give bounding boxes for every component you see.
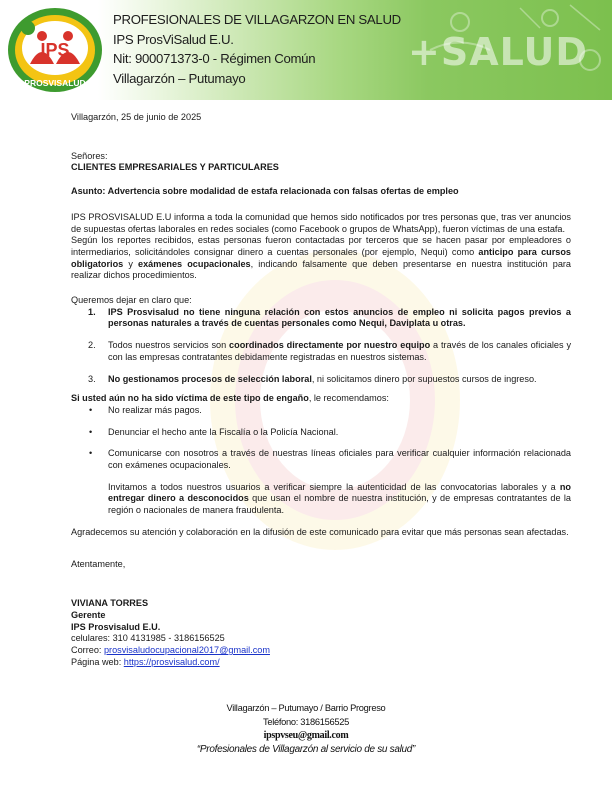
- logo-ips-text: IPS: [40, 40, 70, 60]
- header-line-org: PROFESIONALES DE VILLAGARZON EN SALUD: [113, 12, 401, 27]
- numbered-list: [71, 307, 571, 386]
- list-item: 2. Todos nuestros servicios son coordinados directamente por nuestro equipo a través de los canales oficiales y con las empresas contratantes debidamente registradas en nuestros sistemas.: [88, 340, 572, 362]
- recipient: CLIENTES EMPRESARIALES Y PARTICULARES: [71, 162, 279, 173]
- logo-ring-text: PROSVISALUD: [24, 78, 86, 88]
- header-info: [113, 10, 401, 88]
- header-line-location: Villagarzón – Putumayo: [113, 70, 246, 86]
- signer-org: IPS Prosvisalud E.U.: [71, 621, 161, 632]
- reports-paragraph: Según los reportes recibidos, estas personas fueron contactadas por terceros que se hacen pasar por empleadores o intermediarios, solicitándoles consignar dinero a cuentas personales (por ejemplo, Nequi) como anticipo para cursos obligatorios y exámenes ocupacionales, indicando falsamente que deben presentarse en nuestra institución para realizar dichos procedimientos.: [71, 235, 572, 281]
- footer: [0, 701, 612, 757]
- banner-salud-word: +SALUD: [408, 30, 588, 74]
- bullet-list: [71, 405, 571, 472]
- signer-phones: celulares: 310 4131985 - 3186156525: [71, 633, 225, 644]
- signature-block: [71, 598, 571, 668]
- header-line-company: IPS ProsViSalud E.U.: [113, 31, 234, 47]
- footer-address: Villagarzón – Putumayo / Barrio Progreso: [226, 703, 386, 713]
- email-link[interactable]: prosvisaludocupacional2017@gmail.com: [103, 645, 270, 656]
- footer-slogan: “Profesionales de Villagarzón al servicio de su salud”: [196, 744, 416, 755]
- letter-body: [71, 112, 571, 669]
- list-item: 3. No gestionamos procesos de selección laboral, ni solicitamos dinero por supuestos cursos de ingreso.: [88, 373, 537, 384]
- signer-role: Gerente: [71, 609, 106, 620]
- advice-line: Si usted aún no ha sido víctima de este tipo de engaño, le recomendamos:: [71, 393, 389, 404]
- signer-email-line: Correo: prosvisaludocupacional2017@gmail.com: [71, 645, 270, 656]
- footer-phone: Teléfono: 3186156525: [262, 717, 350, 727]
- salutation: Señores:: [71, 150, 108, 161]
- website-link[interactable]: https://prosvisalud.com/: [123, 656, 220, 667]
- subject: Asunto: Advertencia sobre modalidad de estafa relacionada con falsas ofertas de empleo: [71, 186, 459, 197]
- intro-paragraph: IPS PROSVISALUD E.U informa a toda la comunidad que hemos sido notificados por tres personas que, tras ver anuncios de supuestas ofertas laborales en redes sociales (como Facebook o grupos de WhatsApp), fueron víctimas de una estafa.: [71, 211, 571, 234]
- list-item: 1. IPS Prosvisalud no tiene ninguna relación con estos anuncios de empleo ni solicita pagos previos a personas naturales a través de cuentas personales como Nequi, Daviplata u otras.: [88, 306, 571, 329]
- list-item: • Comunicarse con nosotros a través de nuestras líneas oficiales para verificar cualquier información relacionada con exámenes ocupacionales.: [89, 448, 571, 471]
- clarify-line: Queremos dejar en claro que:: [71, 295, 192, 306]
- list-item: • Denunciar el hecho ante la Fiscalía o la Policía Nacional.: [89, 426, 339, 437]
- closing: Atentamente,: [71, 558, 126, 569]
- ips-logo: [6, 6, 104, 94]
- signer-name: VIVIANA TORRES: [71, 598, 149, 609]
- invite-paragraph: Invitamos a todos nuestros usuarios a verificar siempre la autenticidad de las convocatorias laborales y a no entregar dinero a desconocidos que usan el nombre de nuestra institución, y de empresas contratantes de la región o nacionales de manera fraudulenta.: [108, 481, 571, 516]
- date-line: Villagarzón, 25 de junio de 2025: [71, 112, 202, 122]
- signer-web-line: Página web: https://prosvisalud.com/: [71, 656, 220, 667]
- thanks-paragraph: Agradecemos su atención y colaboración en la difusión de este comunicado para evitar que más personas sean afectadas.: [71, 526, 569, 537]
- header-line-nit: Nit: 900071373-0 - Régimen Común: [113, 51, 316, 66]
- list-item: • No realizar más pagos.: [89, 404, 202, 415]
- footer-email: ipspvseu@gmail.com: [263, 730, 349, 741]
